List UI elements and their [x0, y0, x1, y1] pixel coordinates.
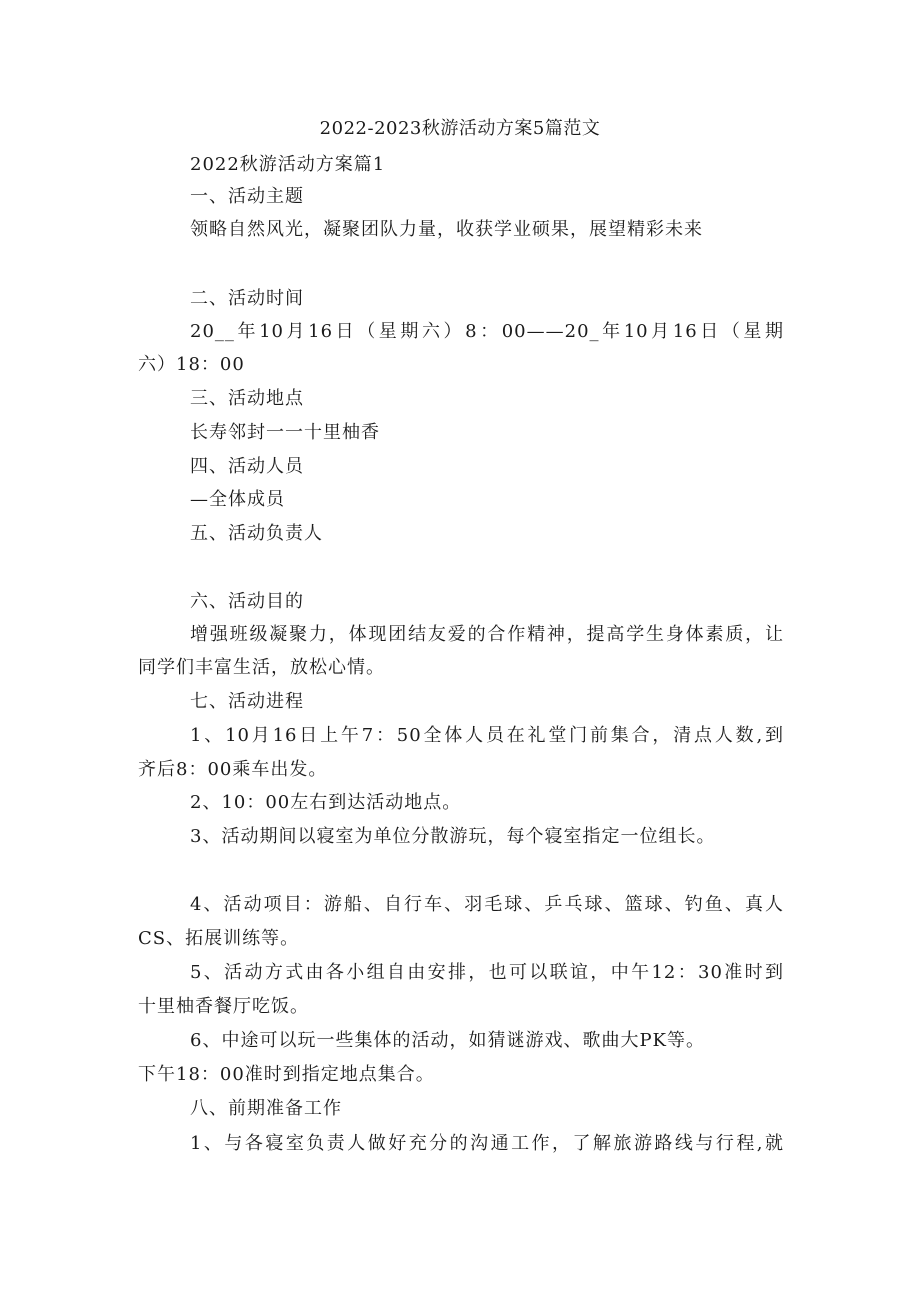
section-heading-process: 七、活动进程: [190, 691, 304, 712]
document-title: 2022-2023秋游活动方案5篇范文: [319, 118, 601, 139]
paragraph-process-4-line-2: CS、拓展训练等。: [138, 928, 300, 949]
paragraph-process-1-line-2: 齐后8：00乘车出发。: [138, 759, 328, 780]
section-heading-place: 三、活动地点: [190, 388, 304, 409]
document-subtitle: 2022秋游活动方案篇1: [190, 154, 386, 175]
section-heading-time: 二、活动时间: [190, 288, 304, 309]
paragraph-process-4-line-1: 4、活动项目：游船、自行车、羽毛球、乒乓球、篮球、钓鱼、真人: [190, 894, 784, 915]
paragraph-theme: 领略自然风光，凝聚团队力量，收获学业硕果，展望精彩未来: [190, 219, 703, 240]
paragraph-purpose-line-1: 增强班级凝聚力，体现团结友爱的合作精神，提高学生身体素质，让: [190, 624, 784, 645]
paragraph-process-5-line-2: 十里柚香餐厅吃饭。: [138, 996, 309, 1017]
paragraph-time-line-2: 六）18：00: [138, 354, 245, 375]
section-heading-prep: 八、前期准备工作: [190, 1098, 342, 1119]
paragraph-process-1-line-1: 1、10月16日上午7：50全体人员在礼堂门前集合，清点人数,到: [190, 725, 784, 746]
paragraph-time-line-1: 20__年10月16日（星期六）8：00——20_年10月16日（星期: [190, 321, 784, 342]
paragraph-people: —全体成员: [190, 489, 285, 510]
paragraph-process-2: 2、10：00左右到达活动地点。: [190, 792, 462, 813]
paragraph-process-7: 下午18：00准时到指定地点集合。: [138, 1064, 435, 1085]
paragraph-process-6: 6、中途可以玩一些集体的活动，如猜谜游戏、歌曲大PK等。: [190, 1030, 706, 1051]
section-heading-purpose: 六、活动目的: [190, 591, 304, 612]
section-heading-people: 四、活动人员: [190, 456, 304, 477]
section-heading-leader: 五、活动负责人: [190, 523, 323, 544]
section-heading-theme: 一、活动主题: [190, 186, 304, 207]
paragraph-place: 长寿邻封一一十里柚香: [190, 422, 380, 443]
paragraph-process-5-line-1: 5、活动方式由各小组自由安排，也可以联谊，中午12：30准时到: [190, 962, 784, 983]
paragraph-purpose-line-2: 同学们丰富生活，放松心情。: [138, 657, 385, 678]
paragraph-prep-1-line-1: 1、与各寝室负责人做好充分的沟通工作，了解旅游路线与行程,就: [190, 1133, 784, 1154]
paragraph-process-3: 3、活动期间以寝室为单位分散游玩，每个寝室指定一位组长。: [190, 826, 716, 847]
